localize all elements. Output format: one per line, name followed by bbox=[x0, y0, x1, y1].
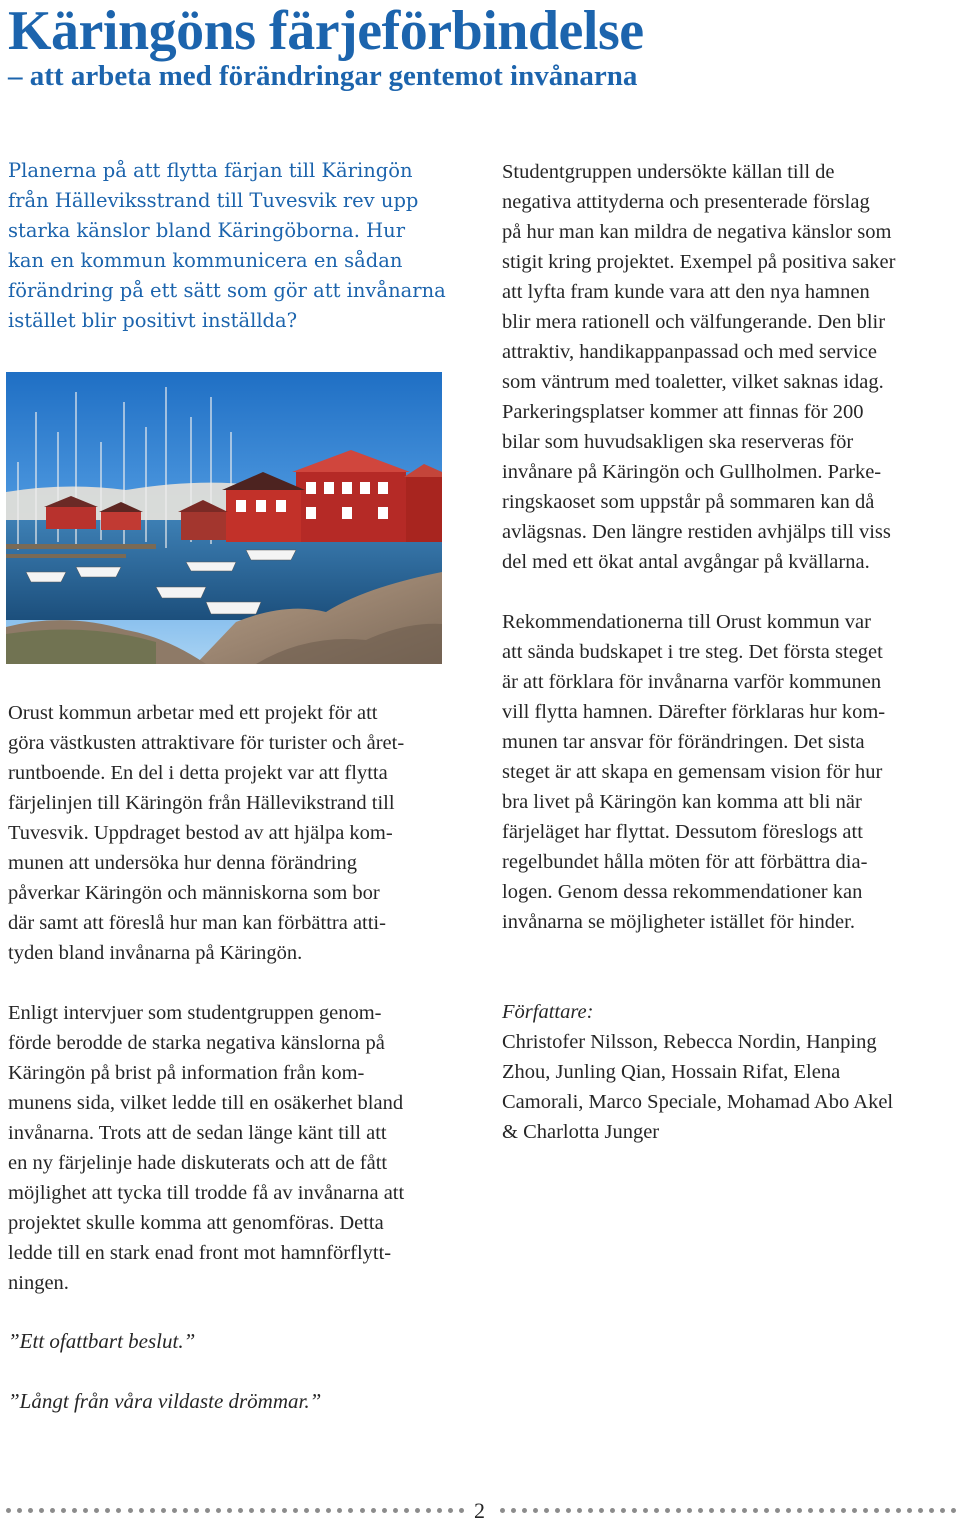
text-line: förde berodde de starka negativa känslorna på bbox=[8, 1032, 385, 1054]
text-line: runtboende. En del i detta projekt var att flytta bbox=[8, 762, 388, 784]
quote: ”Långt från våra vildaste drömmar.” bbox=[8, 1389, 322, 1413]
text-line: steget är att skapa en gemensam vision för hur bbox=[502, 761, 883, 783]
text-line: avlägsnas. Den längre restiden avhjälps till viss bbox=[502, 521, 891, 543]
text-line: Orust kommun arbetar med ett projekt för att bbox=[8, 702, 378, 724]
harbor-photo bbox=[6, 372, 442, 664]
text-line: färjelinjen till Käringön från Hällevikstrand till bbox=[8, 792, 395, 814]
lead-paragraph bbox=[8, 156, 468, 336]
text-line: invånarna. Trots att de sedan länge känt till att bbox=[8, 1122, 387, 1144]
authors-list bbox=[502, 1027, 952, 1147]
text-line: påverkar Käringön och människorna som bor bbox=[8, 882, 380, 904]
lead-line: starka känslor bland Käringöborna. Hur bbox=[8, 219, 406, 242]
body-paragraph-1 bbox=[8, 698, 458, 968]
lead-line: istället blir positivt inställda? bbox=[8, 309, 298, 332]
text-line: Enligt intervjuer som studentgruppen genom- bbox=[8, 1002, 382, 1024]
lead-line: förändring på ett sätt som gör att invånarna bbox=[8, 279, 446, 302]
text-line: Studentgruppen undersökte källan till de bbox=[502, 161, 835, 183]
footer-dotted-rule-left bbox=[6, 1508, 464, 1516]
text-line: där samt att föreslå hur man kan förbättra atti- bbox=[8, 912, 386, 934]
text-line: på hur man kan mildra de negativa känslor som bbox=[502, 221, 892, 243]
text-line: logen. Genom dessa rekommendationer kan bbox=[502, 881, 863, 903]
text-line: Parkeringsplatser kommer att finnas för 200 bbox=[502, 401, 864, 423]
text-line: Rekommendationerna till Orust kommun var bbox=[502, 611, 871, 633]
text-line: stigit kring projektet. Exempel på positiva saker bbox=[502, 251, 896, 273]
text-line: projektet skulle komma att genomföras. Detta bbox=[8, 1212, 384, 1234]
text-line: Käringön på brist på information från kom- bbox=[8, 1062, 365, 1084]
author-line: Zhou, Junling Qian, Hossain Rifat, Elena bbox=[502, 1061, 841, 1083]
authors-heading: Författare: bbox=[502, 1001, 594, 1023]
author-line: Christofer Nilsson, Rebecca Nordin, Hanping bbox=[502, 1031, 877, 1053]
lead-line: kan en kommun kommunicera en sådan bbox=[8, 249, 403, 272]
lead-line: från Hälleviksstrand till Tuvesvik rev upp bbox=[8, 189, 419, 212]
lead-line: Planerna på att flytta färjan till Käringön bbox=[8, 159, 413, 182]
text-line: vill flytta hamnen. Därefter förklaras hur kom- bbox=[502, 701, 886, 723]
text-line: att lyfta fram kunde vara att den nya hamnen bbox=[502, 281, 870, 303]
text-line: negativa attityderna och presenterade förslag bbox=[502, 191, 870, 213]
text-line: är att förklara för invånarna varför kommunen bbox=[502, 671, 882, 693]
text-line: munen att undersöka hur denna förändring bbox=[8, 852, 357, 874]
text-line: regelbundet hålla möten för att förbättra dia- bbox=[502, 851, 868, 873]
text-line: invånare på Käringön och Gullholmen. Parke- bbox=[502, 461, 882, 483]
footer-dotted-rule-right bbox=[500, 1508, 956, 1516]
body-paragraph-4 bbox=[502, 607, 952, 937]
text-line: Tuvesvik. Uppdraget bestod av att hjälpa kom- bbox=[8, 822, 393, 844]
text-line: blir mera rationell och välfungerande. Den blir bbox=[502, 311, 886, 333]
text-line: bilar som huvudsakligen ska reserveras för bbox=[502, 431, 854, 453]
text-line: ringskaoset som uppstår på sommaren kan då bbox=[502, 491, 875, 513]
text-line: ledde till en stark enad front mot hamnförflytt- bbox=[8, 1242, 392, 1264]
text-line: del med ett ökat antal avgångar på kvällarna. bbox=[502, 551, 870, 573]
body-paragraph-3 bbox=[502, 157, 952, 577]
text-line: att sända budskapet i tre steg. Det första steget bbox=[502, 641, 883, 663]
text-line: munen tar ansvar för förändringen. Det sista bbox=[502, 731, 865, 753]
author-line: Camorali, Marco Speciale, Mohamad Abo Akel bbox=[502, 1091, 894, 1113]
text-line: tyden bland invånarna på Käringön. bbox=[8, 942, 303, 964]
text-line: munens sida, vilket ledde till en osäkerhet bland bbox=[8, 1092, 404, 1114]
text-line: attraktiv, handikappanpassad och med service bbox=[502, 341, 877, 363]
text-line: som väntrum med toaletter, vilket saknas idag. bbox=[502, 371, 884, 393]
page-number: 2 bbox=[474, 1498, 485, 1523]
text-line: en ny färjelinje hade diskuterats och att de fått bbox=[8, 1152, 388, 1174]
text-line: invånarna se möjligheter istället för hinder. bbox=[502, 911, 855, 933]
body-paragraph-2 bbox=[8, 998, 458, 1298]
page-subtitle: – att arbeta med förändringar gentemot invånarna bbox=[8, 60, 638, 92]
text-line: göra västkusten attraktivare för turister och året- bbox=[8, 732, 405, 754]
text-line: möjlighet att tycka till trodde få av invånarna att bbox=[8, 1182, 405, 1204]
text-line: färjeläget har flyttat. Dessutom föreslogs att bbox=[502, 821, 863, 843]
author-line: & Charlotta Junger bbox=[502, 1121, 660, 1143]
text-line: ningen. bbox=[8, 1272, 69, 1294]
page-title: Käringöns färjeförbindelse bbox=[8, 0, 644, 62]
quote: ”Ett ofattbart beslut.” bbox=[8, 1329, 196, 1353]
text-line: bra livet på Käringön kan komma att bli när bbox=[502, 791, 862, 813]
